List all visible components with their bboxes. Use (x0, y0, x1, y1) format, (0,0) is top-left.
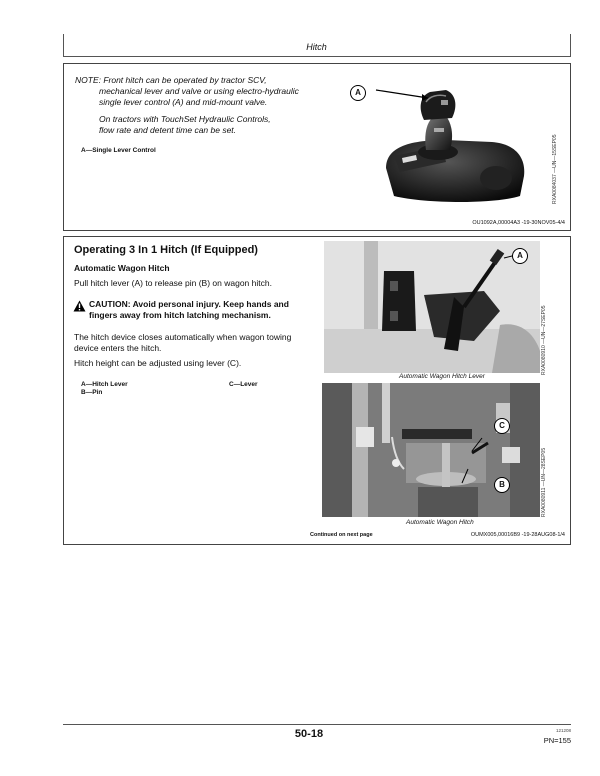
note2-line-2: flow rate and detent time can be set. (99, 125, 237, 135)
hitch-lever-image (324, 241, 540, 373)
callout-a: A (350, 85, 366, 101)
note2-line-1: On tractors with TouchSet Hydraulic Controls, (99, 114, 271, 124)
caution-line-1: CAUTION: Avoid personal injury. Keep hands and (89, 299, 289, 309)
caution-line-2: fingers away from hitch latching mechanism. (89, 310, 271, 320)
callout-b-pin: B (494, 477, 510, 493)
para2-line-2: device enters the hitch. (74, 343, 162, 353)
image-id-rxa0080910: RXA0080910 —UN—27SEP05 (541, 305, 547, 375)
legend-pin: B—Pin (81, 389, 103, 396)
section1-footer-id: OU1092A,00004A3 -19-30NOV05-4/4 (472, 220, 565, 226)
single-lever-control-image (346, 80, 546, 206)
para-hitch-closes (74, 332, 291, 354)
note-line-1: NOTE: Front hitch can be operated by tractor SCV, (75, 75, 267, 85)
footer-pn: PN=155 (543, 736, 571, 745)
para2-line-1: The hitch device closes automatically when wagon towing (74, 332, 292, 342)
legend-lever: C—Lever (229, 381, 258, 388)
caption-wagon-hitch: Automatic Wagon Hitch (406, 519, 474, 526)
continued-on-next-page: Continued on next page (310, 532, 373, 538)
section-3in1-hitch (63, 236, 571, 545)
note-line-2: mechanical lever and valve or using electro-hydraulic (99, 86, 299, 96)
image-id-rxa0080911: RXA0080911 —UN—28SEP05 (541, 447, 547, 517)
note-line-3: single lever control (A) and mid-mount valve. (99, 97, 268, 107)
note-block (75, 75, 335, 136)
section2-footer-id: OUMX005,00016B9 -19-28AUG08-1/4 (470, 532, 565, 538)
image-id-rxa0084037: RXA0084037 —UN—15SEP05 (552, 134, 558, 204)
section-front-hitch-note (63, 63, 571, 231)
legend-single-lever-control: A—Single Lever Control (81, 147, 156, 154)
header-bottom-rule (63, 56, 571, 57)
legend-hitch-lever: A—Hitch Lever (81, 381, 128, 388)
callout-a-hitch-lever: A (512, 248, 528, 264)
page-number: 50-18 (294, 728, 324, 740)
legend-left (81, 381, 128, 397)
caption-hitch-lever: Automatic Wagon Hitch Lever (399, 373, 485, 380)
para-hitch-height: Hitch height can be adjusted using lever (C). (74, 358, 242, 368)
para-pull-lever: Pull hitch lever (A) to release pin (B) on wagon hitch. (74, 278, 272, 288)
section-title: Operating 3 In 1 Hitch (If Equipped) (74, 244, 258, 256)
footer-rule (63, 724, 571, 725)
section-subtitle: Automatic Wagon Hitch (74, 263, 170, 273)
page-header-title: Hitch (306, 42, 327, 52)
footer-date-code: 121208 (555, 728, 571, 733)
callout-c-lever: C (494, 418, 510, 434)
wagon-hitch-image (322, 383, 540, 517)
warning-triangle-icon (73, 300, 86, 312)
